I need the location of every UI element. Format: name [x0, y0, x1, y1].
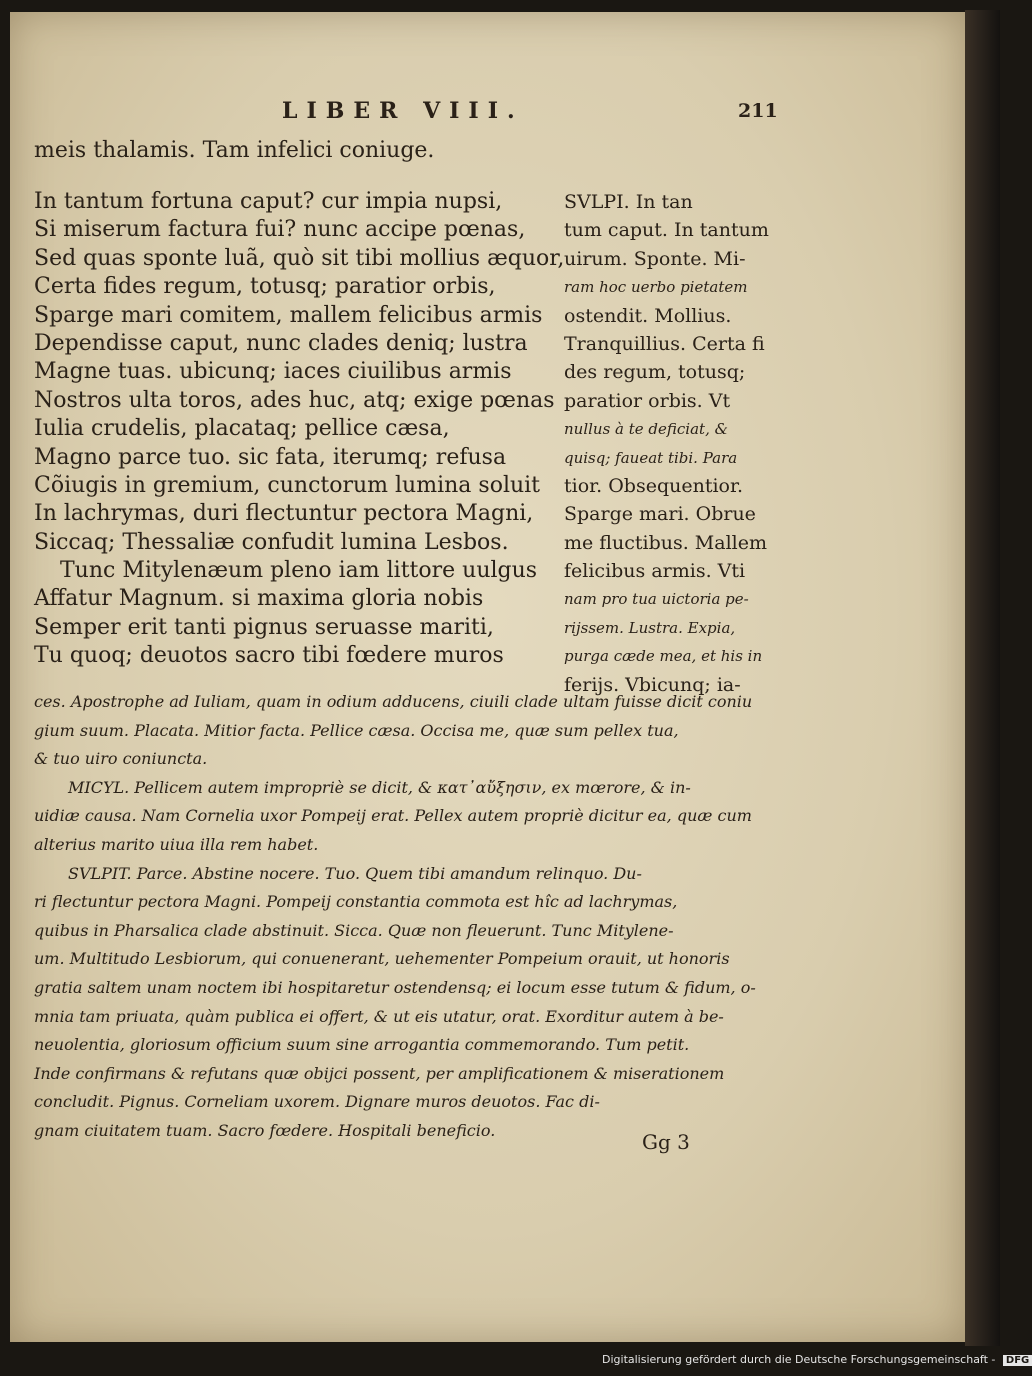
verse-line: Certa fides regum, totusq; paratior orbis,: [34, 274, 496, 300]
verse-line: Siccaq; Thessaliæ confudit lumina Lesbos.: [34, 529, 509, 555]
commentary-line: MICYL. Pellicem autem impropriè se dicit, & κατ᾽αὔξησιν, ex mœrore, & in-: [68, 777, 691, 797]
commentary-line: um. Multitudo Lesbiorum, qui conuenerant, uehementer Pompeium orauit, ut honoris: [34, 949, 730, 969]
lead-line: meis thalamis. Tam infelici coniuge.: [34, 138, 435, 163]
side-note-line: rijssem. Lustra. Expia,: [564, 618, 736, 637]
side-note-line: ram hoc uerbo pietatem: [564, 278, 748, 297]
side-note-line: Sparge mari. Obrue: [564, 503, 756, 526]
side-note-line: quisq; faueat tibi. Para: [564, 448, 738, 467]
verse-line: In tantum fortuna caput? cur impia nupsi,: [34, 189, 503, 214]
side-note-line: me fluctibus. Mallem: [564, 531, 767, 554]
verse-line: Tunc Mitylenæum pleno iam littore uulgus: [60, 558, 538, 584]
commentary-line: SVLPIT. Parce. Abstine nocere. Tuo. Quem tibi amandum relinquo. Du-: [68, 863, 642, 883]
verse-line: Magno parce tuo. sic fata, iterumq; refusa: [34, 444, 507, 470]
commentary-line: alterius marito uiua illa rem habet.: [34, 834, 319, 854]
verse-line: Sparge mari comitem, mallem felicibus armis: [34, 302, 543, 328]
side-note-line: des regum, totusq;: [564, 361, 746, 384]
verse-line: In lachrymas, duri flectuntur pectora Magni,: [34, 501, 534, 527]
verse-line: Iulia crudelis, placataq; pellice cæsa,: [34, 416, 450, 442]
commentary-line: neuolentia, gloriosum officium suum sine arrogantia commemorando. Tum petit.: [34, 1035, 690, 1055]
verse-line: Semper erit tanti pignus seruasse mariti,: [34, 614, 494, 640]
verse-line: Nostros ulta toros, ades huc, atq; exige pœnas: [34, 387, 555, 413]
side-note-line: SVLPI. In tan: [564, 191, 693, 213]
side-note-line: felicibus armis. Vti: [564, 560, 746, 583]
commentary-line: & tuo uiro coniuncta.: [34, 749, 208, 769]
side-note-line: tior. Obsequentior.: [564, 474, 744, 497]
page-header: [10, 98, 965, 128]
verse-line: Cõiugis in gremium, cunctorum lumina soluit: [34, 472, 541, 498]
commentary-line: gnam ciuitatem tuam. Sacro fœdere. Hospitali beneficio.: [34, 1120, 496, 1140]
signature-mark: Gg 3: [642, 1130, 690, 1154]
commentary-block: [34, 688, 774, 1146]
folio-number: 211: [738, 100, 778, 122]
verse-line: Sed quas sponte luã, quò sit tibi mollius æquor,: [34, 245, 565, 271]
commentary-line: ces. Apostrophe ad Iuliam, quam in odium adducens, ciuili clade ultam fuisse dicit coniu: [34, 692, 753, 711]
dfg-logo: DFG: [1003, 1355, 1032, 1366]
dfg-credit-text: Digitalisierung gefördert durch die Deutsche Forschungsgemeinschaft -: [602, 1353, 996, 1366]
commentary-line: uidiæ causa. Nam Cornelia uxor Pompeij erat. Pellex autem propriè dicitur ea, quæ cum: [34, 806, 752, 826]
verse-line: Magne tuas. ubicunq; iaces ciuilibus armis: [34, 359, 512, 385]
side-commentary: [564, 188, 772, 699]
side-note-line: ostendit. Mollius.: [564, 304, 732, 327]
dfg-footer: [602, 1353, 1032, 1366]
commentary-line: ri flectuntur pectora Magni. Pompeij constantia commota est hîc ad lachrymas,: [34, 892, 678, 912]
commentary-line: Inde confirmans & refutans quæ obijci possent, per amplificationem & miserationem: [34, 1063, 725, 1083]
commentary-line: mnia tam priuata, quàm publica ei offert, & ut eis utatur, orat. Exorditur autem à be-: [34, 1006, 724, 1026]
side-note-line: Tranquillius. Certa fi: [564, 332, 765, 355]
verse-line: Dependisse caput, nunc clades deniq; lustra: [34, 330, 528, 356]
side-note-line: paratior orbis. Vt: [564, 389, 731, 412]
book-page: [10, 12, 965, 1342]
commentary-line: concludit. Pignus. Corneliam uxorem. Dignare muros deuotos. Fac di-: [34, 1092, 600, 1112]
book-edge: [965, 10, 1000, 1346]
side-note-line: purga cæde mea, et his in: [564, 647, 763, 666]
commentary-line: gratia saltem unam noctem ibi hospitaretur ostendensq; ei locum esse tutum & fidum, o-: [34, 977, 756, 997]
verse-line: Tu quoq; deuotos sacro tibi fœdere muros: [34, 643, 504, 669]
side-note-line: uirum. Sponte. Mi-: [564, 247, 746, 270]
verse-line: Si miserum factura fui? nunc accipe pœnas,: [34, 217, 526, 243]
side-note-line: nullus à te deficiat, &: [564, 420, 728, 439]
side-note-line: tum caput. In tantum: [564, 219, 769, 242]
running-title: LIBER VIII.: [282, 98, 524, 124]
side-note-line: nam pro tua uictoria pe-: [564, 590, 749, 609]
commentary-line: gium suum. Placata. Mitior facta. Pellice cæsa. Occisa me, quæ sum pellex tua,: [34, 720, 679, 740]
commentary-line: quibus in Pharsalica clade abstinuit. Sicca. Quæ non fleuerunt. Tunc Mitylene-: [34, 920, 674, 940]
verse-line: Affatur Magnum. si maxima gloria nobis: [34, 586, 484, 612]
verse-block: [34, 188, 565, 671]
side-note-line: ferijs. Vbicunq; ia-: [564, 673, 741, 696]
